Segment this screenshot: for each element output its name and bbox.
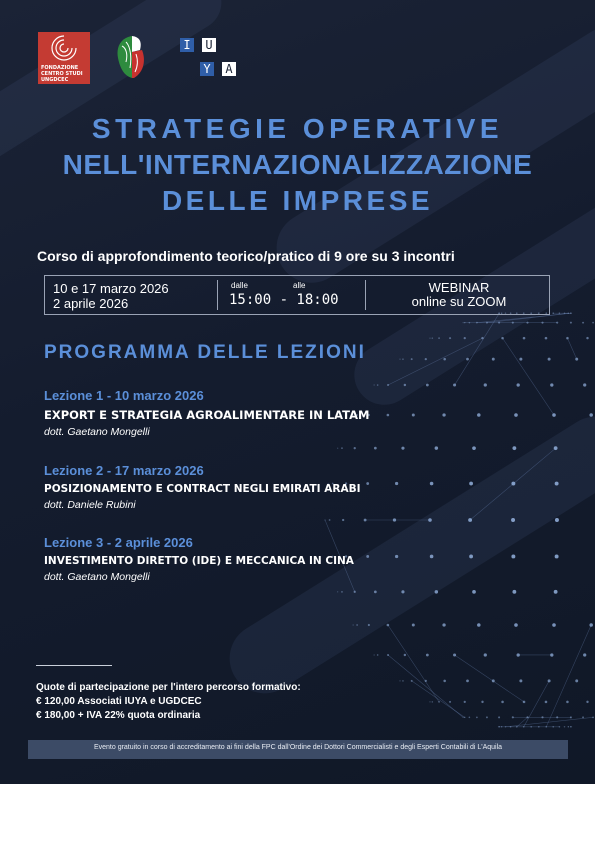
info-divider xyxy=(217,280,218,310)
lesson-item xyxy=(44,463,360,511)
lesson-head: Lezione 2 - 17 marzo 2026 xyxy=(44,463,204,478)
lesson-teacher: dott. Gaetano Mongelli xyxy=(44,426,150,438)
iuya-letter: U xyxy=(202,38,216,52)
mode-line-2: online su ZOOM xyxy=(411,294,507,309)
course-subtitle: Corso di approfondimento teorico/pratico di 9 ore su 3 incontri xyxy=(37,248,455,264)
fees-block xyxy=(36,681,301,723)
iuya-letter: A xyxy=(222,62,236,76)
lesson-teacher: dott. Gaetano Mongelli xyxy=(44,571,150,583)
dates-line-2: 2 aprile 2026 xyxy=(53,296,129,311)
course-time: 15:00 - 18:00 xyxy=(229,292,339,308)
fondazione-logo-text: FONDAZIONE CENTRO STUDI UNGDCEC xyxy=(41,65,83,83)
iuya-letter: Y xyxy=(200,62,214,76)
footer-bar xyxy=(28,740,568,759)
globe-dots xyxy=(324,312,594,727)
mode-line-1: WEBINAR xyxy=(428,280,490,295)
lesson-item xyxy=(44,388,369,438)
tricolor-face-logo-icon xyxy=(112,32,154,82)
info-box xyxy=(44,275,550,315)
info-divider xyxy=(365,280,366,310)
title-line-2: NELL'INTERNAZIONALIZZAZIONE xyxy=(62,149,533,180)
course-mode xyxy=(371,281,547,309)
lesson-title: INVESTIMENTO DIRETTO (IDE) E MECCANICA IN CINA xyxy=(44,555,354,567)
to-label: alle xyxy=(293,281,306,290)
course-dates xyxy=(53,281,169,311)
program-heading: PROGRAMMA DELLE LEZIONI xyxy=(44,342,366,363)
lesson-teacher: dott. Daniele Rubini xyxy=(44,499,136,511)
fondazione-logo xyxy=(38,32,90,84)
footer-text: Evento gratuito in corso di accreditamento ai fini della FPC dall'Ordine dei Dottori Commercialisti e degli Esperti Contabili di L'Aquila xyxy=(93,744,503,751)
lesson-item xyxy=(44,535,354,583)
from-label: dalle xyxy=(231,281,248,290)
fees-heading: Quote di partecipazione per l'intero percorso formativo: xyxy=(36,682,301,693)
fondazione-emblem-icon xyxy=(38,32,90,66)
lesson-head: Lezione 3 - 2 aprile 2026 xyxy=(44,535,193,550)
iuya-logo xyxy=(178,36,240,80)
fee-line: € 180,00 + IVA 22% quota ordinaria xyxy=(36,710,201,721)
fees-divider xyxy=(36,665,112,666)
title-line-3: DELLE IMPRESE xyxy=(161,185,434,216)
lesson-head: Lezione 1 - 10 marzo 2026 xyxy=(44,388,204,403)
lesson-title: EXPORT E STRATEGIA AGROALIMENTARE IN LATAM xyxy=(44,408,370,422)
dates-line-1: 10 e 17 marzo 2026 xyxy=(53,281,169,296)
fee-line: € 120,00 Associati IUYA e UGDCEC xyxy=(36,696,202,707)
iuya-letter: I xyxy=(180,38,194,52)
title-line-1: STRATEGIE OPERATIVE xyxy=(91,113,504,144)
lesson-title: POSIZIONAMENTO E CONTRACT NEGLI EMIRATI ARABI xyxy=(44,483,361,495)
